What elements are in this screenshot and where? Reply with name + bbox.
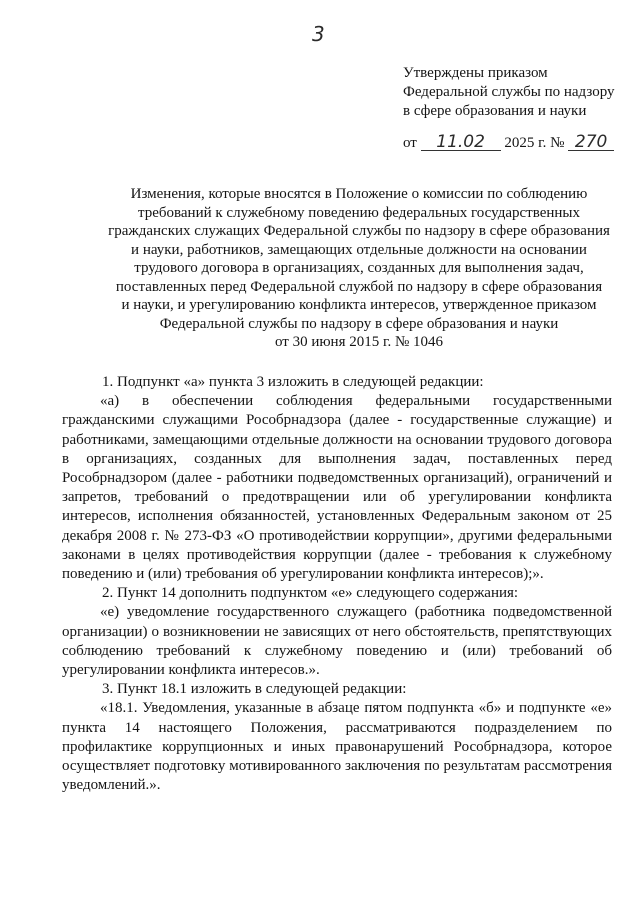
document-body [62, 373, 612, 795]
amendment-item-2: 2. Пункт 14 дополнить подпунктом «е» следующего содержания: [102, 585, 519, 602]
amendment-item-3: 3. Пункт 18.1 изложить в следующей редакции: [102, 681, 407, 698]
amendment-item-1: 1. Подпункт «а» пункта 3 изложить в следующей редакции: [102, 374, 484, 390]
amendment-text-3: «18.1. Уведомления, указанные в абзаце пятом подпункта «б» и подпункте «е» пункта 14 настоящего Положения, рассматриваются подразделением по профилактике коррупционных и иных правонарушений Рособрнадзора, которое осуществляет подготовку мотивированного заключения по результатам рассмотрения уведомлений.». [62, 700, 612, 794]
amendment-text-1: «а) в обеспечении соблюдения федеральными государственными гражданскими служащими Рособрнадзора (далее - государственные служащие) и работниками, замещающими отдельные должности на основании трудового договора в организациях, созданных для выполнения задач, поставленных перед Рособрнадзором (далее - работники подведомственных организаций), ограничений и запретов, требований о предотвращении или об урегулировании конфликта интересов, исполнения обязанностей, установленных Федеральным законом от 25 декабря 2008 г. № 273-ФЗ «О противодействии коррупции», другими федеральными законами в целях противодействия коррупции (далее - требования к служебному поведению и (или) требования об урегулировании конфликта интересов);». [62, 393, 612, 583]
page-number: 3 [312, 22, 325, 46]
approval-block [403, 64, 635, 121]
heading-line: гражданских служащих Федеральной службы по надзору в сфере образования [108, 223, 610, 239]
order-number-handwritten: 270 [568, 134, 614, 151]
heading-line: поставленных перед Федеральной службой по надзору в сфере образования [115, 278, 603, 295]
order-prefix: от [403, 135, 417, 151]
document-heading [95, 185, 623, 352]
heading-line: и науки, и урегулированию конфликта интересов, утвержденное приказом [121, 297, 597, 313]
heading-line: и науки, работников, замещающих отдельные должности на основании [131, 241, 587, 258]
amendment-text-2: «е) уведомление государственного служащего (работника подведомственной организации) о возникновении не зависящих от него обстоятельств, препятствующих соблюдению требований к служебному поведению и (или) требований об урегулировании конфликта интересов.». [62, 604, 612, 679]
approval-line: в сфере образования и науки [403, 103, 587, 119]
order-date-handwritten: 11.02 [421, 134, 501, 151]
order-date-number-line [403, 134, 635, 152]
approval-line: Утверждены приказом [403, 65, 548, 81]
order-year-text: 2025 г. № [504, 135, 565, 151]
heading-line: трудового договора в организациях, созданных для выполнения задач, [134, 260, 584, 276]
heading-line: Федеральной службы по надзору в сфере образования и науки [159, 315, 559, 332]
heading-line: требований к служебному поведению федеральных государственных [137, 204, 580, 221]
approval-line: Федеральной службы по надзору [403, 84, 615, 100]
heading-line: Изменения, которые вносятся в Положение о комиссии по соблюдению [130, 186, 588, 202]
heading-line: от 30 июня 2015 г. № 1046 [274, 334, 444, 350]
